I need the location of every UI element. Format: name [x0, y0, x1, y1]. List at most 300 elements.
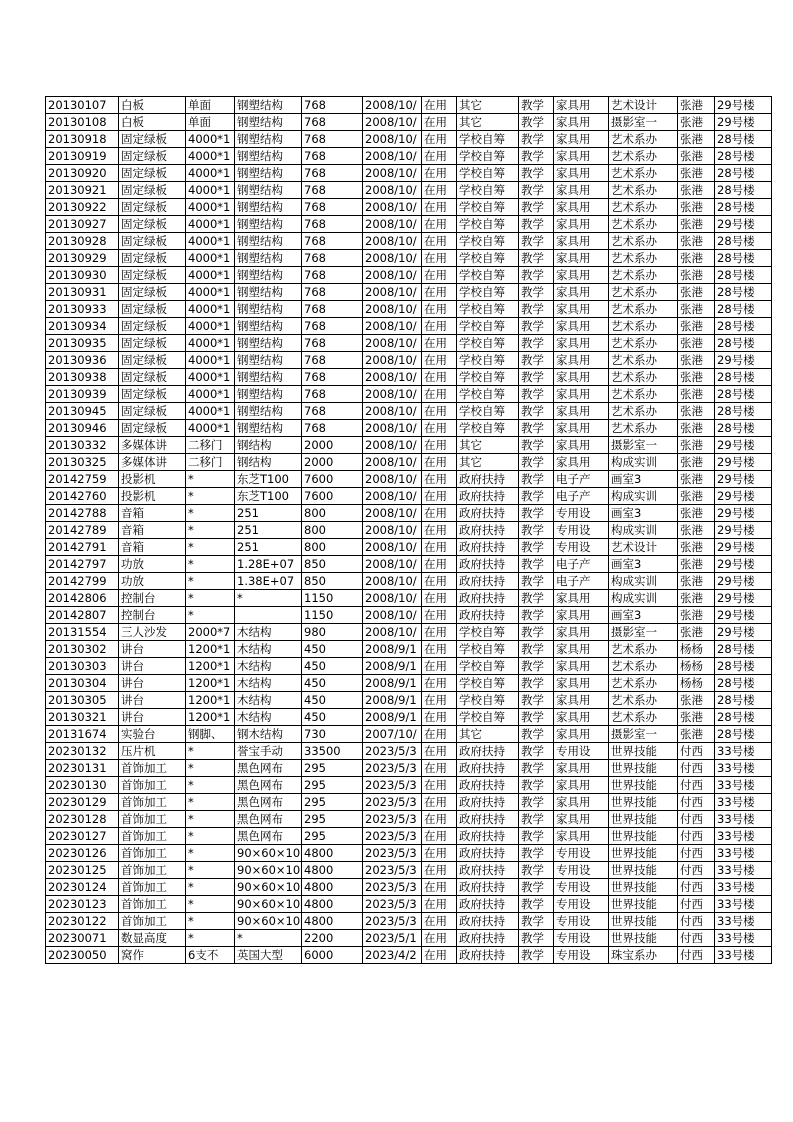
table-row	[46, 131, 772, 148]
cell-location: 画室3	[609, 556, 678, 573]
cell-spec: *	[186, 930, 235, 947]
cell-fund-source: 政府扶持	[457, 913, 519, 930]
cell-price: 768	[302, 318, 363, 335]
cell-category: 家具用	[554, 641, 609, 658]
cell-price: 730	[302, 726, 363, 743]
cell-use: 教学	[519, 556, 554, 573]
cell-building: 28号楼	[715, 692, 772, 709]
cell-spec: 4000*1	[186, 250, 235, 267]
cell-asset-name: 投影机	[119, 488, 186, 505]
cell-fund-source: 政府扶持	[457, 947, 519, 964]
cell-status: 在用	[422, 709, 457, 726]
cell-building: 28号楼	[715, 182, 772, 199]
cell-building: 29号楼	[715, 573, 772, 590]
cell-use: 教学	[519, 97, 554, 114]
cell-keeper: 张港	[678, 114, 715, 131]
cell-fund-source: 政府扶持	[457, 811, 519, 828]
cell-asset-id: 20130945	[46, 403, 119, 420]
cell-use: 教学	[519, 879, 554, 896]
cell-use: 教学	[519, 301, 554, 318]
cell-location: 艺术系办	[609, 335, 678, 352]
cell-price: 295	[302, 828, 363, 845]
cell-fund-source: 学校自筹	[457, 658, 519, 675]
cell-location: 构成实训	[609, 488, 678, 505]
cell-asset-name: 固定绿板	[119, 301, 186, 318]
cell-location: 艺术系办	[609, 233, 678, 250]
cell-date: 2007/10/	[363, 726, 422, 743]
cell-spec: *	[186, 828, 235, 845]
cell-spec: *	[186, 471, 235, 488]
cell-price: 4800	[302, 862, 363, 879]
cell-price: 2000	[302, 437, 363, 454]
cell-model: *	[235, 590, 302, 607]
cell-fund-source: 政府扶持	[457, 896, 519, 913]
cell-model: 90×60×10	[235, 896, 302, 913]
cell-asset-id: 20130332	[46, 437, 119, 454]
cell-fund-source: 学校自筹	[457, 233, 519, 250]
cell-date: 2008/10/	[363, 182, 422, 199]
cell-date: 2008/10/	[363, 233, 422, 250]
cell-date: 2008/10/	[363, 420, 422, 437]
cell-price: 7600	[302, 488, 363, 505]
cell-spec: 钢脚、	[186, 726, 235, 743]
cell-fund-source: 政府扶持	[457, 845, 519, 862]
cell-date: 2008/10/	[363, 284, 422, 301]
cell-spec: *	[186, 556, 235, 573]
cell-asset-id: 20130920	[46, 165, 119, 182]
cell-price: 800	[302, 522, 363, 539]
cell-location: 艺术系办	[609, 658, 678, 675]
cell-status: 在用	[422, 471, 457, 488]
cell-category: 家具用	[554, 454, 609, 471]
cell-location: 世界技能	[609, 879, 678, 896]
cell-building: 29号楼	[715, 216, 772, 233]
cell-use: 教学	[519, 131, 554, 148]
cell-fund-source: 其它	[457, 726, 519, 743]
cell-asset-id: 20142807	[46, 607, 119, 624]
cell-use: 教学	[519, 199, 554, 216]
cell-category: 家具用	[554, 284, 609, 301]
cell-price: 768	[302, 97, 363, 114]
cell-spec: 4000*1	[186, 352, 235, 369]
table-row	[46, 675, 772, 692]
cell-location: 艺术系办	[609, 420, 678, 437]
cell-model: 钢塑结构	[235, 114, 302, 131]
cell-asset-id: 20131554	[46, 624, 119, 641]
cell-category: 家具用	[554, 148, 609, 165]
cell-date: 2008/10/	[363, 301, 422, 318]
cell-location: 艺术系办	[609, 267, 678, 284]
cell-asset-id: 20230124	[46, 879, 119, 896]
cell-keeper: 张港	[678, 471, 715, 488]
cell-spec: *	[186, 590, 235, 607]
cell-location: 艺术系办	[609, 301, 678, 318]
cell-keeper: 付西	[678, 845, 715, 862]
cell-location: 世界技能	[609, 760, 678, 777]
asset-table-body	[46, 97, 772, 964]
cell-location: 世界技能	[609, 777, 678, 794]
cell-price: 768	[302, 352, 363, 369]
cell-asset-id: 20130929	[46, 250, 119, 267]
cell-asset-id: 20142789	[46, 522, 119, 539]
cell-price: 450	[302, 641, 363, 658]
cell-use: 教学	[519, 641, 554, 658]
cell-fund-source: 政府扶持	[457, 794, 519, 811]
cell-category: 家具用	[554, 182, 609, 199]
cell-building: 33号楼	[715, 913, 772, 930]
cell-use: 教学	[519, 114, 554, 131]
cell-date: 2008/9/1	[363, 692, 422, 709]
cell-date: 2023/5/3	[363, 811, 422, 828]
cell-date: 2008/10/	[363, 165, 422, 182]
cell-location: 摄影室一	[609, 726, 678, 743]
cell-asset-id: 20142806	[46, 590, 119, 607]
cell-use: 教学	[519, 284, 554, 301]
cell-date: 2008/10/	[363, 488, 422, 505]
cell-model: *	[235, 930, 302, 947]
cell-spec: *	[186, 539, 235, 556]
cell-date: 2023/5/3	[363, 760, 422, 777]
cell-status: 在用	[422, 182, 457, 199]
table-row	[46, 233, 772, 250]
cell-model: 钢塑结构	[235, 352, 302, 369]
cell-use: 教学	[519, 352, 554, 369]
cell-use: 教学	[519, 930, 554, 947]
cell-fund-source: 政府扶持	[457, 556, 519, 573]
cell-category: 专用设	[554, 896, 609, 913]
cell-spec: 4000*1	[186, 148, 235, 165]
cell-asset-name: 首饰加工	[119, 845, 186, 862]
cell-asset-name: 首饰加工	[119, 862, 186, 879]
cell-fund-source: 政府扶持	[457, 760, 519, 777]
cell-status: 在用	[422, 233, 457, 250]
cell-fund-source: 政府扶持	[457, 471, 519, 488]
cell-status: 在用	[422, 216, 457, 233]
cell-building: 33号楼	[715, 947, 772, 964]
cell-building: 29号楼	[715, 590, 772, 607]
table-row	[46, 267, 772, 284]
cell-location: 世界技能	[609, 913, 678, 930]
cell-model: 钢塑结构	[235, 335, 302, 352]
cell-spec: *	[186, 896, 235, 913]
cell-asset-id: 20130934	[46, 318, 119, 335]
cell-building: 29号楼	[715, 624, 772, 641]
cell-price: 768	[302, 420, 363, 437]
cell-status: 在用	[422, 505, 457, 522]
cell-category: 专用设	[554, 522, 609, 539]
cell-fund-source: 学校自筹	[457, 131, 519, 148]
cell-asset-id: 20130928	[46, 233, 119, 250]
cell-model: 钢塑结构	[235, 403, 302, 420]
cell-location: 世界技能	[609, 811, 678, 828]
cell-use: 教学	[519, 726, 554, 743]
cell-price: 450	[302, 658, 363, 675]
cell-status: 在用	[422, 607, 457, 624]
cell-fund-source: 学校自筹	[457, 641, 519, 658]
cell-price: 768	[302, 131, 363, 148]
cell-fund-source: 政府扶持	[457, 777, 519, 794]
cell-keeper: 张港	[678, 199, 715, 216]
cell-status: 在用	[422, 760, 457, 777]
table-row	[46, 199, 772, 216]
cell-date: 2008/10/	[363, 556, 422, 573]
table-row	[46, 641, 772, 658]
cell-fund-source: 政府扶持	[457, 522, 519, 539]
cell-fund-source: 学校自筹	[457, 692, 519, 709]
cell-category: 家具用	[554, 692, 609, 709]
cell-asset-id: 20230127	[46, 828, 119, 845]
cell-use: 教学	[519, 845, 554, 862]
cell-spec: 4000*1	[186, 386, 235, 403]
cell-location: 世界技能	[609, 896, 678, 913]
cell-spec: 4000*1	[186, 216, 235, 233]
cell-fund-source: 政府扶持	[457, 862, 519, 879]
cell-date: 2008/10/	[363, 573, 422, 590]
cell-spec: 4000*1	[186, 131, 235, 148]
cell-building: 33号楼	[715, 811, 772, 828]
cell-spec: 4000*1	[186, 165, 235, 182]
cell-status: 在用	[422, 658, 457, 675]
cell-location: 摄影室一	[609, 437, 678, 454]
cell-category: 家具用	[554, 114, 609, 131]
cell-use: 教学	[519, 794, 554, 811]
cell-model: 钢结构	[235, 437, 302, 454]
cell-date: 2023/5/3	[363, 777, 422, 794]
table-row	[46, 828, 772, 845]
cell-asset-id: 20230129	[46, 794, 119, 811]
cell-date: 2008/9/1	[363, 709, 422, 726]
cell-fund-source: 学校自筹	[457, 216, 519, 233]
cell-price: 2000	[302, 454, 363, 471]
table-row	[46, 369, 772, 386]
cell-category: 家具用	[554, 624, 609, 641]
cell-date: 2023/5/3	[363, 845, 422, 862]
cell-price: 450	[302, 692, 363, 709]
cell-building: 28号楼	[715, 301, 772, 318]
cell-building: 28号楼	[715, 250, 772, 267]
cell-asset-name: 固定绿板	[119, 267, 186, 284]
table-row	[46, 896, 772, 913]
cell-model: 钢塑结构	[235, 199, 302, 216]
cell-building: 33号楼	[715, 845, 772, 862]
table-row	[46, 114, 772, 131]
cell-date: 2008/10/	[363, 199, 422, 216]
cell-spec: 二移门	[186, 437, 235, 454]
cell-asset-name: 讲台	[119, 692, 186, 709]
cell-status: 在用	[422, 641, 457, 658]
cell-status: 在用	[422, 131, 457, 148]
cell-spec: *	[186, 862, 235, 879]
cell-location: 画室3	[609, 607, 678, 624]
table-row	[46, 97, 772, 114]
cell-price: 768	[302, 199, 363, 216]
cell-status: 在用	[422, 879, 457, 896]
table-row	[46, 692, 772, 709]
cell-building: 28号楼	[715, 658, 772, 675]
cell-use: 教学	[519, 947, 554, 964]
cell-category: 家具用	[554, 403, 609, 420]
cell-asset-name: 固定绿板	[119, 284, 186, 301]
cell-category: 家具用	[554, 233, 609, 250]
cell-building: 28号楼	[715, 335, 772, 352]
cell-status: 在用	[422, 267, 457, 284]
cell-building: 29号楼	[715, 352, 772, 369]
cell-use: 教学	[519, 505, 554, 522]
cell-asset-name: 首饰加工	[119, 760, 186, 777]
cell-keeper: 张港	[678, 284, 715, 301]
cell-building: 33号楼	[715, 777, 772, 794]
cell-spec: 2000*7	[186, 624, 235, 641]
cell-price: 768	[302, 233, 363, 250]
cell-price: 450	[302, 709, 363, 726]
cell-asset-id: 20230050	[46, 947, 119, 964]
cell-asset-name: 固定绿板	[119, 182, 186, 199]
cell-asset-name: 固定绿板	[119, 369, 186, 386]
cell-keeper: 付西	[678, 913, 715, 930]
cell-use: 教学	[519, 624, 554, 641]
cell-category: 家具用	[554, 437, 609, 454]
cell-keeper: 张港	[678, 454, 715, 471]
cell-asset-id: 20230122	[46, 913, 119, 930]
cell-price: 768	[302, 403, 363, 420]
cell-use: 教学	[519, 709, 554, 726]
table-row	[46, 165, 772, 182]
cell-status: 在用	[422, 692, 457, 709]
cell-asset-name: 首饰加工	[119, 913, 186, 930]
cell-category: 家具用	[554, 318, 609, 335]
cell-keeper: 付西	[678, 777, 715, 794]
cell-price: 768	[302, 182, 363, 199]
table-row	[46, 148, 772, 165]
cell-model: 钢塑结构	[235, 131, 302, 148]
cell-use: 教学	[519, 675, 554, 692]
cell-category: 家具用	[554, 760, 609, 777]
cell-building: 28号楼	[715, 318, 772, 335]
cell-asset-name: 投影机	[119, 471, 186, 488]
table-row	[46, 216, 772, 233]
cell-date: 2008/10/	[363, 97, 422, 114]
cell-fund-source: 学校自筹	[457, 369, 519, 386]
cell-asset-name: 功放	[119, 556, 186, 573]
cell-spec: *	[186, 607, 235, 624]
cell-status: 在用	[422, 828, 457, 845]
cell-fund-source: 政府扶持	[457, 607, 519, 624]
cell-spec: 1200*1	[186, 641, 235, 658]
cell-model: 钢结构	[235, 454, 302, 471]
cell-keeper: 张港	[678, 250, 715, 267]
cell-price: 6000	[302, 947, 363, 964]
cell-category: 专用设	[554, 930, 609, 947]
cell-keeper: 付西	[678, 760, 715, 777]
cell-spec: 二移门	[186, 454, 235, 471]
cell-category: 家具用	[554, 658, 609, 675]
cell-building: 28号楼	[715, 420, 772, 437]
cell-price: 4800	[302, 896, 363, 913]
cell-use: 教学	[519, 318, 554, 335]
cell-asset-id: 20230131	[46, 760, 119, 777]
cell-fund-source: 学校自筹	[457, 335, 519, 352]
cell-status: 在用	[422, 250, 457, 267]
cell-model: 钢塑结构	[235, 386, 302, 403]
cell-status: 在用	[422, 284, 457, 301]
cell-building: 28号楼	[715, 403, 772, 420]
cell-keeper: 付西	[678, 794, 715, 811]
cell-keeper: 付西	[678, 947, 715, 964]
cell-model: 钢塑结构	[235, 369, 302, 386]
cell-location: 世界技能	[609, 930, 678, 947]
cell-building: 28号楼	[715, 284, 772, 301]
cell-spec: *	[186, 488, 235, 505]
cell-asset-name: 固定绿板	[119, 250, 186, 267]
cell-location: 构成实训	[609, 590, 678, 607]
cell-fund-source: 政府扶持	[457, 505, 519, 522]
cell-price: 850	[302, 556, 363, 573]
cell-asset-name: 多媒体讲	[119, 437, 186, 454]
cell-location: 世界技能	[609, 845, 678, 862]
cell-model: 黑色网布	[235, 760, 302, 777]
cell-use: 教学	[519, 471, 554, 488]
cell-asset-id: 20130931	[46, 284, 119, 301]
cell-date: 2008/10/	[363, 522, 422, 539]
cell-price: 295	[302, 760, 363, 777]
cell-asset-id: 20130935	[46, 335, 119, 352]
cell-spec: *	[186, 811, 235, 828]
cell-fund-source: 学校自筹	[457, 199, 519, 216]
cell-use: 教学	[519, 811, 554, 828]
cell-use: 教学	[519, 573, 554, 590]
cell-status: 在用	[422, 590, 457, 607]
cell-date: 2008/10/	[363, 607, 422, 624]
cell-status: 在用	[422, 369, 457, 386]
cell-location: 艺术系办	[609, 641, 678, 658]
cell-date: 2008/10/	[363, 318, 422, 335]
table-row	[46, 760, 772, 777]
cell-location: 艺术系办	[609, 165, 678, 182]
cell-building: 28号楼	[715, 386, 772, 403]
cell-asset-name: 固定绿板	[119, 148, 186, 165]
cell-category: 家具用	[554, 607, 609, 624]
cell-model: 钢塑结构	[235, 165, 302, 182]
cell-building: 28号楼	[715, 233, 772, 250]
cell-asset-id: 20130107	[46, 97, 119, 114]
cell-price: 33500	[302, 743, 363, 760]
cell-price: 768	[302, 284, 363, 301]
cell-asset-id: 20130919	[46, 148, 119, 165]
cell-model: 钢塑结构	[235, 250, 302, 267]
cell-model: 黑色网布	[235, 777, 302, 794]
cell-building: 33号楼	[715, 879, 772, 896]
table-row	[46, 505, 772, 522]
cell-spec: 单面	[186, 114, 235, 131]
table-row	[46, 879, 772, 896]
cell-asset-name: 讲台	[119, 709, 186, 726]
cell-fund-source: 学校自筹	[457, 284, 519, 301]
cell-asset-name: 固定绿板	[119, 165, 186, 182]
cell-spec: *	[186, 777, 235, 794]
cell-fund-source: 学校自筹	[457, 624, 519, 641]
cell-model: 钢塑结构	[235, 182, 302, 199]
cell-spec: 单面	[186, 97, 235, 114]
cell-fund-source: 学校自筹	[457, 709, 519, 726]
cell-fund-source: 学校自筹	[457, 267, 519, 284]
cell-use: 教学	[519, 743, 554, 760]
cell-price: 768	[302, 165, 363, 182]
cell-model: 90×60×10	[235, 862, 302, 879]
cell-price: 295	[302, 811, 363, 828]
table-row	[46, 709, 772, 726]
cell-asset-name: 首饰加工	[119, 777, 186, 794]
table-row	[46, 522, 772, 539]
